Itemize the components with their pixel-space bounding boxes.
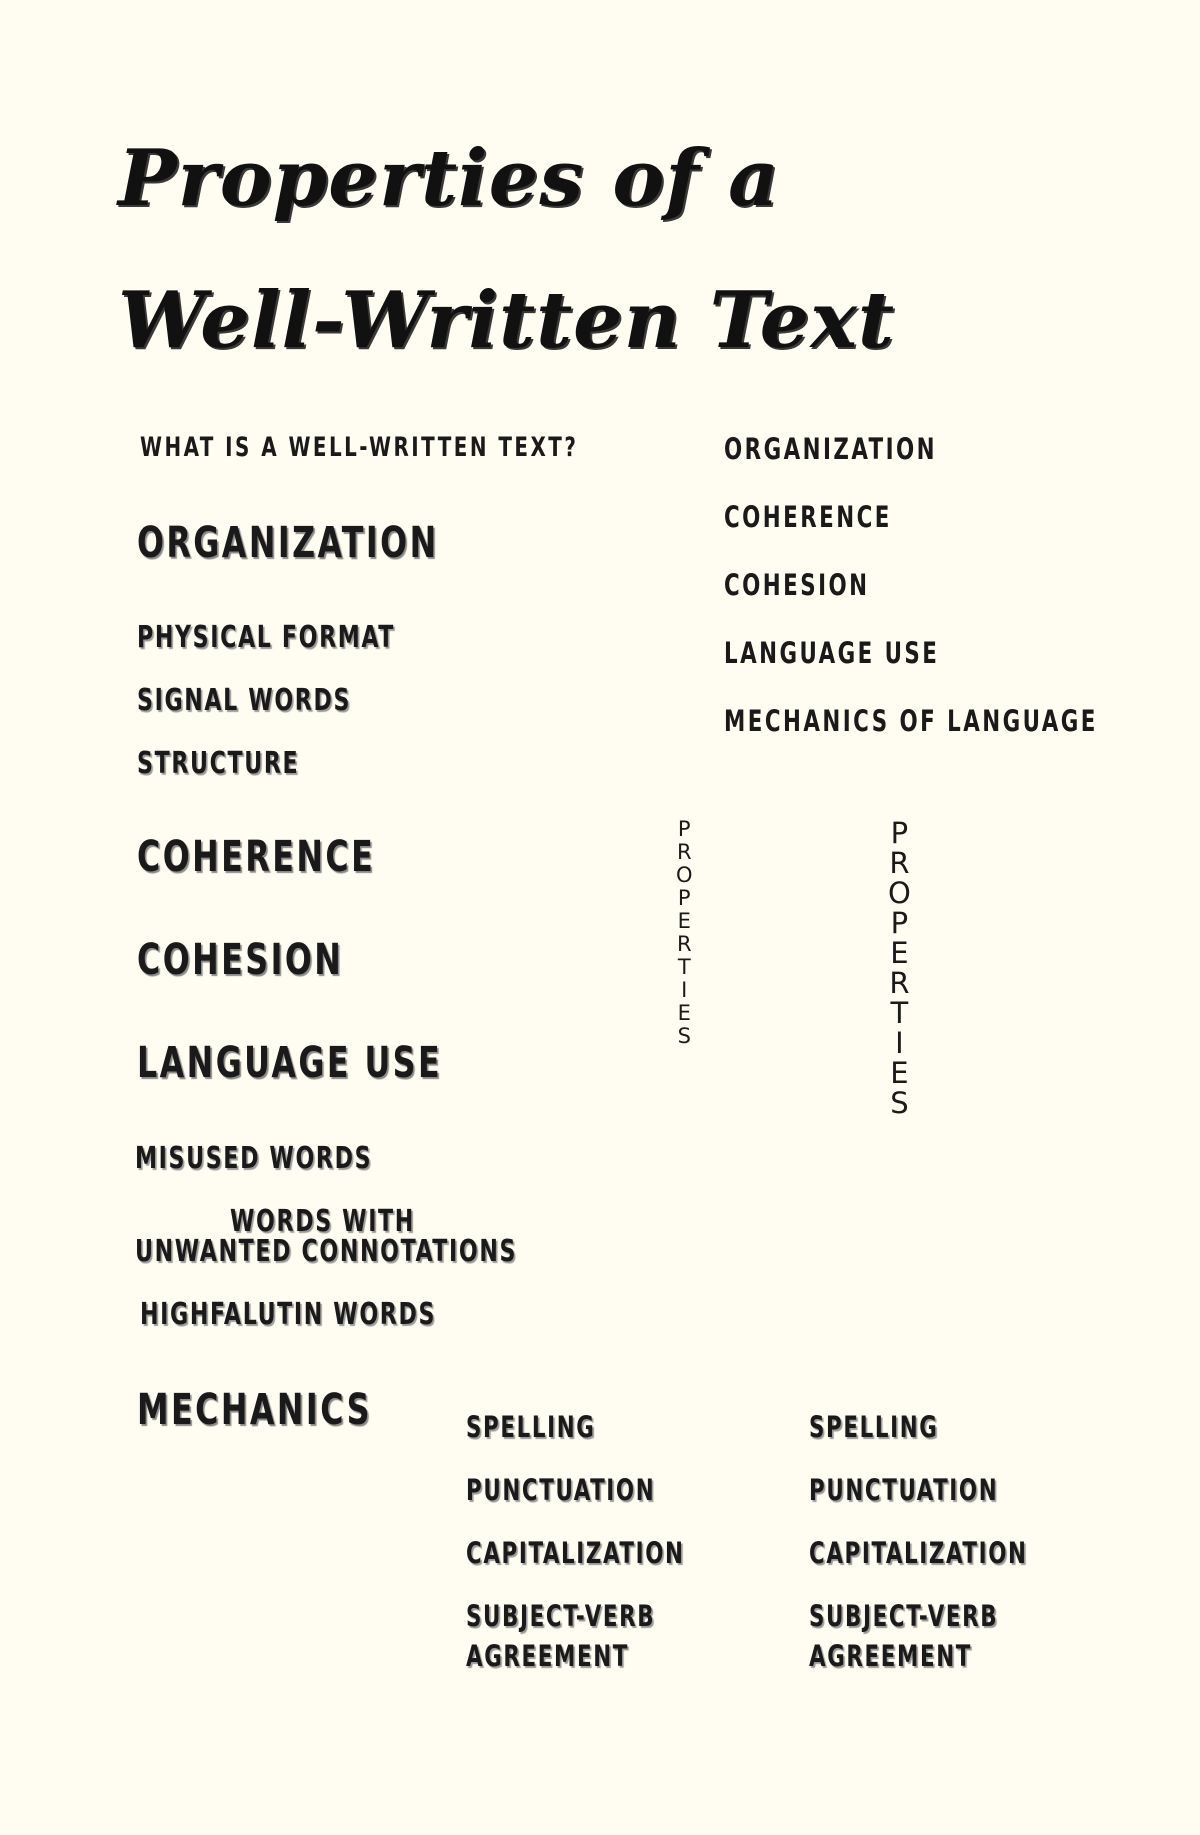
vertical-letter: P [677, 817, 691, 841]
vertical-letter: E [677, 909, 691, 933]
cohesion-heading: COHESION [137, 935, 344, 985]
vertical-letter: E [677, 1001, 691, 1025]
organization-item-physical-format: PHYSICAL FORMAT [137, 620, 396, 655]
vertical-letter: T [677, 955, 691, 979]
question-text: WHAT IS A WELL-WRITTEN TEXT? [140, 432, 579, 463]
vertical-label-small [676, 818, 693, 1048]
vertical-label-large [888, 818, 911, 1118]
vertical-letter: E [890, 1056, 909, 1090]
vertical-letter: I [895, 1026, 904, 1060]
organization-item-structure: STRUCTURE [137, 746, 300, 781]
vertical-letter: O [676, 863, 693, 887]
right-list-item-cohesion: COHESION [724, 568, 870, 602]
vertical-letter: P [890, 906, 909, 940]
language-use-heading: LANGUAGE USE [137, 1038, 443, 1088]
mechanics-a-spelling: SPELLING [466, 1410, 596, 1444]
vertical-letter: R [889, 966, 910, 1000]
vertical-letter: T [890, 996, 909, 1030]
mechanics-a-agreement: AGREEMENT [466, 1639, 630, 1673]
mechanics-a-subject-verb: SUBJECT-VERB [466, 1599, 656, 1633]
mechanics-b-spelling: SPELLING [809, 1410, 939, 1444]
title-line-1: Properties of a [118, 133, 780, 224]
language-item-misused-words: MISUSED WORDS [135, 1141, 373, 1176]
mechanics-b-subject-verb: SUBJECT-VERB [809, 1599, 999, 1633]
vertical-letter: S [677, 1024, 691, 1048]
vertical-letter: I [681, 978, 688, 1002]
language-item-highfalutin-words: HIGHFALUTIN WORDS [140, 1297, 437, 1332]
mechanics-a-capitalization: CAPITALIZATION [466, 1536, 685, 1570]
mechanics-b-capitalization: CAPITALIZATION [809, 1536, 1028, 1570]
organization-item-signal-words: SIGNAL WORDS [137, 683, 352, 718]
vertical-letter: S [890, 1086, 909, 1120]
coherence-heading: COHERENCE [137, 832, 376, 882]
mechanics-heading: MECHANICS [137, 1385, 372, 1435]
right-list-item-coherence: COHERENCE [724, 500, 892, 534]
organization-heading: ORGANIZATION [137, 518, 439, 568]
right-list-item-mechanics: MECHANICS OF LANGUAGE [724, 704, 1098, 738]
vertical-letter: P [677, 886, 691, 910]
right-list-item-language-use: LANGUAGE USE [724, 636, 940, 670]
mechanics-a-punctuation: PUNCTUATION [466, 1473, 656, 1507]
right-list-item-organization: ORGANIZATION [724, 432, 938, 466]
vertical-letter: R [889, 846, 910, 880]
mechanics-b-agreement: AGREEMENT [809, 1639, 973, 1673]
vertical-letter: O [888, 876, 911, 910]
vertical-letter: R [676, 932, 692, 956]
language-item-words-with: WORDS WITH [230, 1204, 415, 1239]
title-line-2: Well-Written Text [118, 275, 895, 366]
vertical-letter: P [890, 816, 909, 850]
vertical-letter: R [676, 840, 692, 864]
language-item-unwanted-connotations: UNWANTED CONNOTATIONS [135, 1234, 518, 1269]
mechanics-b-punctuation: PUNCTUATION [809, 1473, 999, 1507]
vertical-letter: E [890, 936, 909, 970]
